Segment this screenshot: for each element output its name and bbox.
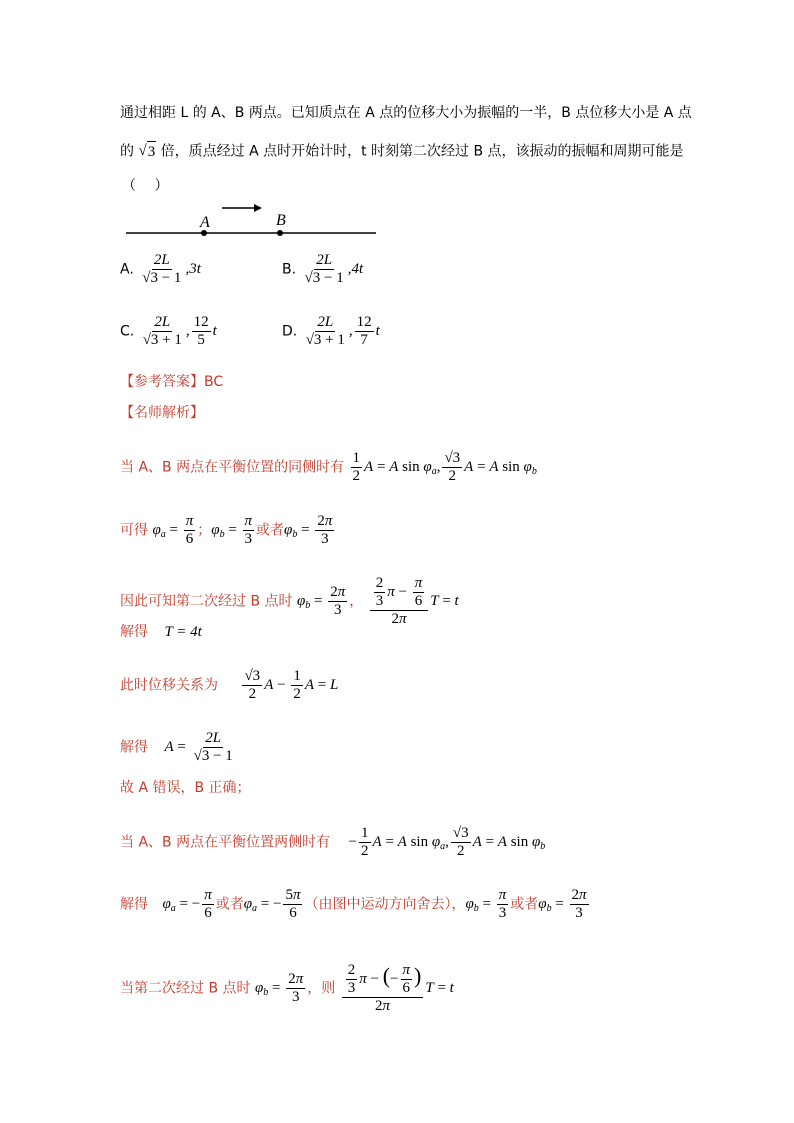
arrow-head-icon xyxy=(254,204,262,212)
option-label: D. xyxy=(282,323,298,340)
option-a[interactable]: A. $\frac{2L}{√3 - 1}$ ,3t xyxy=(120,252,201,286)
option-c[interactable]: C. $\frac{2L}{√3 + 1}$ , $\frac{12}{5}$ t xyxy=(120,314,217,348)
analysis-step-10: 当第二次经过 B 点时 $\varphi_b$ = $\frac{2\pi}{3}$ ，则 $\frac{2}{3}$ π − (− $\frac{\pi}{6}$ ) 2π T = t xyxy=(120,962,454,1014)
analysis-step-2: 可得 $\varphi_a$ = $\frac{\pi}{6}$ ；$\varphi_b$ = $\frac{\pi}{3}$ 或者$\varphi_b$ = $\frac{2\pi}{3}$ xyxy=(120,513,333,547)
answer-bracket: （ ） xyxy=(122,178,169,194)
analysis-step-7: 故 A 错误，B 正确； xyxy=(120,780,251,796)
motion-diagram xyxy=(126,203,380,247)
option-b[interactable]: B. $\frac{2L}{√3 - 1}$ ,4t xyxy=(282,252,364,286)
analysis-step-6: 解得 A = $\frac{2L}{√3 - 1}$ xyxy=(120,730,233,764)
analysis-step-9: 解得 $\varphi_a$ = − $\frac{\pi}{6}$ 或者$\varphi_a$ = − $\frac{5\pi}{6}$ （由图中运动方向舍去），$\varphi_b$ = $\frac{\pi}{3}$ 或者$\varphi_b$ = $\frac{2\pi}{3}$ xyxy=(120,887,587,921)
question-line-1: 通过相距 L 的 A、B 两点。已知质点在 A 点的位移大小为振幅的一半，B 点位移大小是 A 点 xyxy=(120,105,692,121)
analysis-title: 【名师解析】 xyxy=(120,405,204,421)
analysis-step-4: 解得 T = 4t xyxy=(120,624,202,640)
sqrt3-symbol: √ 3 xyxy=(138,143,156,160)
analysis-step-5: 此时位移关系为 $\frac{√3}{2}$ A − $\frac{1}{2}$ A = L xyxy=(120,668,339,702)
point-b-dot xyxy=(277,230,283,236)
question-line-2 xyxy=(120,141,684,162)
option-d[interactable]: D. $\frac{2L}{√3 + 1}$ , $\frac{12}{7}$ t xyxy=(282,314,380,348)
question-line-2-start: 的 xyxy=(120,143,134,160)
reference-answer: 【参考答案】BC xyxy=(120,374,224,390)
point-a-label: A xyxy=(200,214,210,231)
option-label: C. xyxy=(120,323,135,340)
analysis-step-1: 当 A、B 两点在平衡位置的同侧时有 $\frac{1}{2}$ A = A $\sin \varphi_a$, $\frac{√3}{2}$ A = A $\sin \varphi_b$ xyxy=(120,450,537,484)
analysis-step-3: 因此可知第二次经过 B 点时 $\varphi_b$ = $\frac{2\pi}{3}$ ， $\frac{2}{3}$ π − $\frac{\pi}{6}$ 2π T = t xyxy=(120,575,459,627)
point-b-label: B xyxy=(276,212,286,229)
option-label: A. xyxy=(120,261,134,278)
question-line-2-rest: 倍，质点经过 A 点时开始计时，t 时刻第二次经过 B 点，该振动的振幅和周期可能是 xyxy=(160,143,684,160)
analysis-step-8: 当 A、B 两点在平衡位置两侧时有 − $\frac{1}{2}$ A = A $\sin \varphi_a$, $\frac{√3}{2}$ A = A $\sin \varphi_b$ xyxy=(120,825,546,859)
option-label: B. xyxy=(282,261,297,278)
